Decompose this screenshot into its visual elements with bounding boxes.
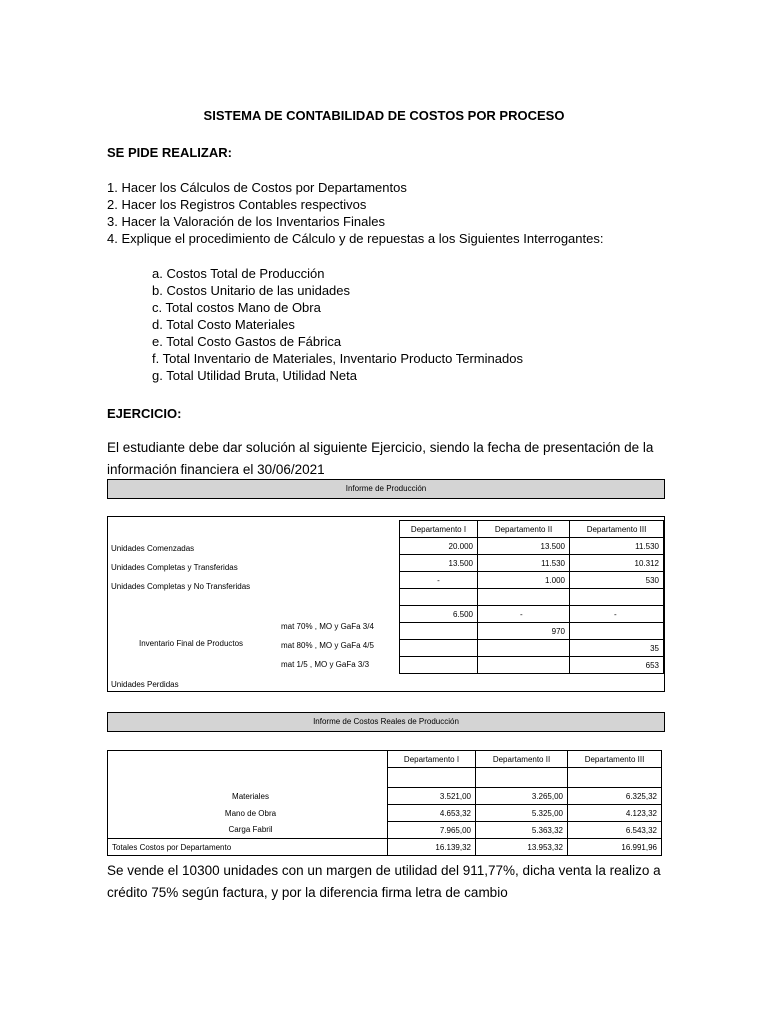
costos-table xyxy=(107,750,662,856)
table-cell: 3.521,00 xyxy=(388,788,476,805)
table-cell xyxy=(478,640,570,657)
table-row xyxy=(400,640,664,657)
table-cell: 16.991,96 xyxy=(568,839,662,856)
table-row xyxy=(108,768,662,788)
column-header: Departamento I xyxy=(388,751,476,768)
table-cell: 35 xyxy=(570,640,664,657)
intro-paragraph xyxy=(107,437,653,481)
table-cell: 11.530 xyxy=(478,555,570,572)
row-desc: mat 1/5 , MO y GaFa 3/3 xyxy=(281,660,370,669)
row-label: Materiales xyxy=(108,788,388,805)
task-item: 2. Hacer los Registros Contables respectivos xyxy=(107,197,367,212)
table-header-row xyxy=(400,521,664,538)
table-cell xyxy=(476,768,568,788)
produccion-table xyxy=(399,520,664,674)
table-cell: 13.953,32 xyxy=(476,839,568,856)
table-cell: 4.653,32 xyxy=(388,805,476,822)
table-cell xyxy=(400,623,478,640)
table-cell: 7.965,00 xyxy=(388,822,476,839)
se-pide-heading: SE PIDE REALIZAR: xyxy=(107,145,232,160)
page-title: SISTEMA DE CONTABILIDAD DE COSTOS POR PROCESO xyxy=(203,108,565,123)
table-cell: 1.000 xyxy=(478,572,570,589)
table-cell: 5.325,00 xyxy=(476,805,568,822)
table-row xyxy=(400,657,664,674)
table-cell: 970 xyxy=(478,623,570,640)
task-list xyxy=(107,179,603,247)
costos-title-bar: Informe de Costos Reales de Producción xyxy=(107,712,665,732)
column-header: Departamento II xyxy=(476,751,568,768)
table-cell xyxy=(108,768,388,788)
column-header: Departamento II xyxy=(478,521,570,538)
question-item: g. Total Utilidad Bruta, Utilidad Neta xyxy=(152,368,357,383)
task-item: 1. Hacer los Cálculos de Costos por Departamentos xyxy=(107,180,407,195)
table-row xyxy=(108,822,662,839)
table-row xyxy=(400,538,664,555)
question-item: c. Total costos Mano de Obra xyxy=(152,300,321,315)
table-cell: 11.530 xyxy=(570,538,664,555)
question-item: d. Total Costo Materiales xyxy=(152,317,295,332)
table-cell xyxy=(388,768,476,788)
row-label: Totales Costos por Departamento xyxy=(108,839,388,856)
table-cell: - xyxy=(400,572,478,589)
table-cell: 13.500 xyxy=(400,555,478,572)
intro-line: El estudiante debe dar solución al siguiente Ejercicio, siendo la fecha de presentación de la xyxy=(107,440,654,455)
table-cell xyxy=(400,589,478,606)
row-label: Inventario Final de Productos xyxy=(139,639,244,648)
row-label: Unidades Completas y No Transferidas xyxy=(111,582,251,591)
produccion-title-bar: Informe de Producción xyxy=(107,479,665,499)
row-label: Unidades Comenzadas xyxy=(111,544,195,553)
row-label: Unidades Completas y Transferidas xyxy=(111,563,238,572)
question-item: b. Costos Unitario de las unidades xyxy=(152,283,351,298)
table-cell: 13.500 xyxy=(478,538,570,555)
table-cell: 530 xyxy=(570,572,664,589)
table-row xyxy=(400,555,664,572)
table-cell: 6.325,32 xyxy=(568,788,662,805)
venta-line: Se vende el 10300 unidades con un margen de utilidad del 911,77%, dicha venta la realizo a xyxy=(107,863,661,878)
table-cell: - xyxy=(478,606,570,623)
venta-paragraph xyxy=(107,860,661,904)
table-cell xyxy=(108,751,388,768)
row-desc: mat 80% , MO y GaFa 4/5 xyxy=(281,641,374,650)
task-item: 3. Hacer la Valoración de los Inventarios Finales xyxy=(107,214,385,229)
row-desc: mat 70% , MO y GaFa 3/4 xyxy=(281,622,374,631)
column-header: Departamento III xyxy=(570,521,664,538)
table-row xyxy=(400,572,664,589)
row-label: Unidades Perdidas xyxy=(111,680,179,689)
column-header: Departamento III xyxy=(568,751,662,768)
table-row xyxy=(108,839,662,856)
table-cell: 3.265,00 xyxy=(476,788,568,805)
question-list xyxy=(152,265,523,384)
row-label: Carga Fabril xyxy=(108,822,388,839)
venta-line: crédito 75% según factura, y por la diferencia firma letra de cambio xyxy=(107,885,508,900)
question-item: f. Total Inventario de Materiales, Inventario Producto Terminados xyxy=(152,351,523,366)
column-header: Departamento I xyxy=(400,521,478,538)
task-item: 4. Explique el procedimiento de Cálculo y de repuestas a los Siguientes Interrogantes: xyxy=(107,231,604,246)
table-cell: 653 xyxy=(570,657,664,674)
table-cell xyxy=(478,657,570,674)
table-cell xyxy=(400,640,478,657)
table-header-row xyxy=(108,751,662,768)
table-cell: 4.123,32 xyxy=(568,805,662,822)
table-cell xyxy=(478,589,570,606)
table-cell: 10.312 xyxy=(570,555,664,572)
table-cell: 6.500 xyxy=(400,606,478,623)
table-cell xyxy=(400,657,478,674)
table-cell: 5.363,32 xyxy=(476,822,568,839)
table-row xyxy=(400,589,664,606)
table-row xyxy=(400,623,664,640)
table-row xyxy=(108,805,662,822)
ejercicio-heading: EJERCICIO: xyxy=(107,406,182,421)
table-row xyxy=(400,606,664,623)
table-cell xyxy=(568,768,662,788)
table-cell xyxy=(570,589,664,606)
table-cell: 16.139,32 xyxy=(388,839,476,856)
table-cell: 20.000 xyxy=(400,538,478,555)
intro-line: información financiera el 30/06/2021 xyxy=(107,462,325,477)
table-cell xyxy=(570,623,664,640)
table-row xyxy=(108,788,662,805)
row-label: Mano de Obra xyxy=(108,805,388,822)
question-item: a. Costos Total de Producción xyxy=(152,266,325,281)
table-cell: 6.543,32 xyxy=(568,822,662,839)
table-cell: - xyxy=(570,606,664,623)
question-item: e. Total Costo Gastos de Fábrica xyxy=(152,334,342,349)
